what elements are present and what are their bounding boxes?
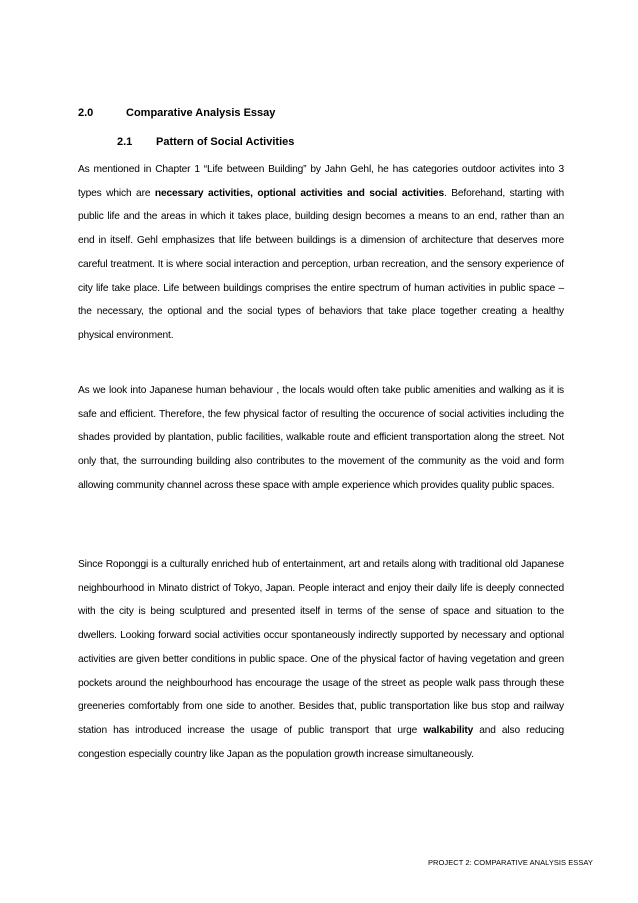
paragraph-1-text-a: As mentioned in Chapter 1 “Life between Building” by Jahn Gehl, he has categories outdoor activites into 3 types which are	[78, 164, 564, 199]
subsection-number: 2.1	[117, 136, 133, 148]
section-heading	[78, 107, 275, 119]
paragraph-1	[78, 158, 564, 348]
subsection-title: Pattern of Social Activities	[156, 136, 295, 148]
paragraph-1-bold: necessary activities, optional activities and social activities	[154, 187, 444, 199]
paragraph-3-bold: walkability	[423, 724, 474, 736]
paragraph-3-text-a: Since Roponggi is a culturally enriched hub of entertainment, art and retails along with traditional old Japanese neighbourhood in Minato district of Tokyo, Japan. People interact and enjoy their daily life is deeply connected with the city is being sculptured and presented itself in terms of the sense of space and situation to the dwellers. Looking forward social activities occur spontaneously indirectly supported by necessary and optional activities are given better conditions in public space. One of the physical factor of having vegetation and green pockets around the neighbourhood has encourage the usage of the street as people walk pass through these greeneries comfortably from one side to another. Besides that, public transportation like bus stop and railway station has introduced increase the usage of public transport that urge	[78, 559, 564, 736]
paragraph-1-text-b: . Beforehand, starting with public life and the areas in which it takes place, building design becomes a means to an end, rather than an end in itself. Gehl emphasizes that life between buildings is a dimension of architecture that deserves more careful treatment. It is where social interaction and perception, urban recreation, and the sensory experience of city life take place. Life between buildings comprises the entire spectrum of human activities in public space – the necessary, the optional and the social types of behaviors that take place together creating a healthy physical environment.	[78, 187, 564, 341]
section-title: Comparative Analysis Essay	[126, 107, 276, 119]
paragraph-2	[78, 379, 564, 498]
section-number: 2.0	[78, 107, 94, 119]
paragraph-3-text-b: and also reducing congestion especially country like Japan as the population growth increase simultaneously.	[78, 724, 564, 760]
paragraph-2-text: As we look into Japanese human behaviour , the locals would often take public amenities and walking as it is safe and efficient. Therefore, the few physical factor of resulting the occurence of social activities including the shades provided by plantation, public facilities, walkable route and efficient transportation along the street. Not only that, the surrounding building also contributes to the movement of the community as the void and form allowing community channel across these space with ample experience which provides quality public spaces.	[78, 385, 564, 491]
page-footer: PROJECT 2: COMPARATIVE ANALYSIS ESSAY	[428, 858, 593, 867]
paragraph-3	[78, 553, 564, 766]
subsection-heading	[117, 136, 294, 148]
